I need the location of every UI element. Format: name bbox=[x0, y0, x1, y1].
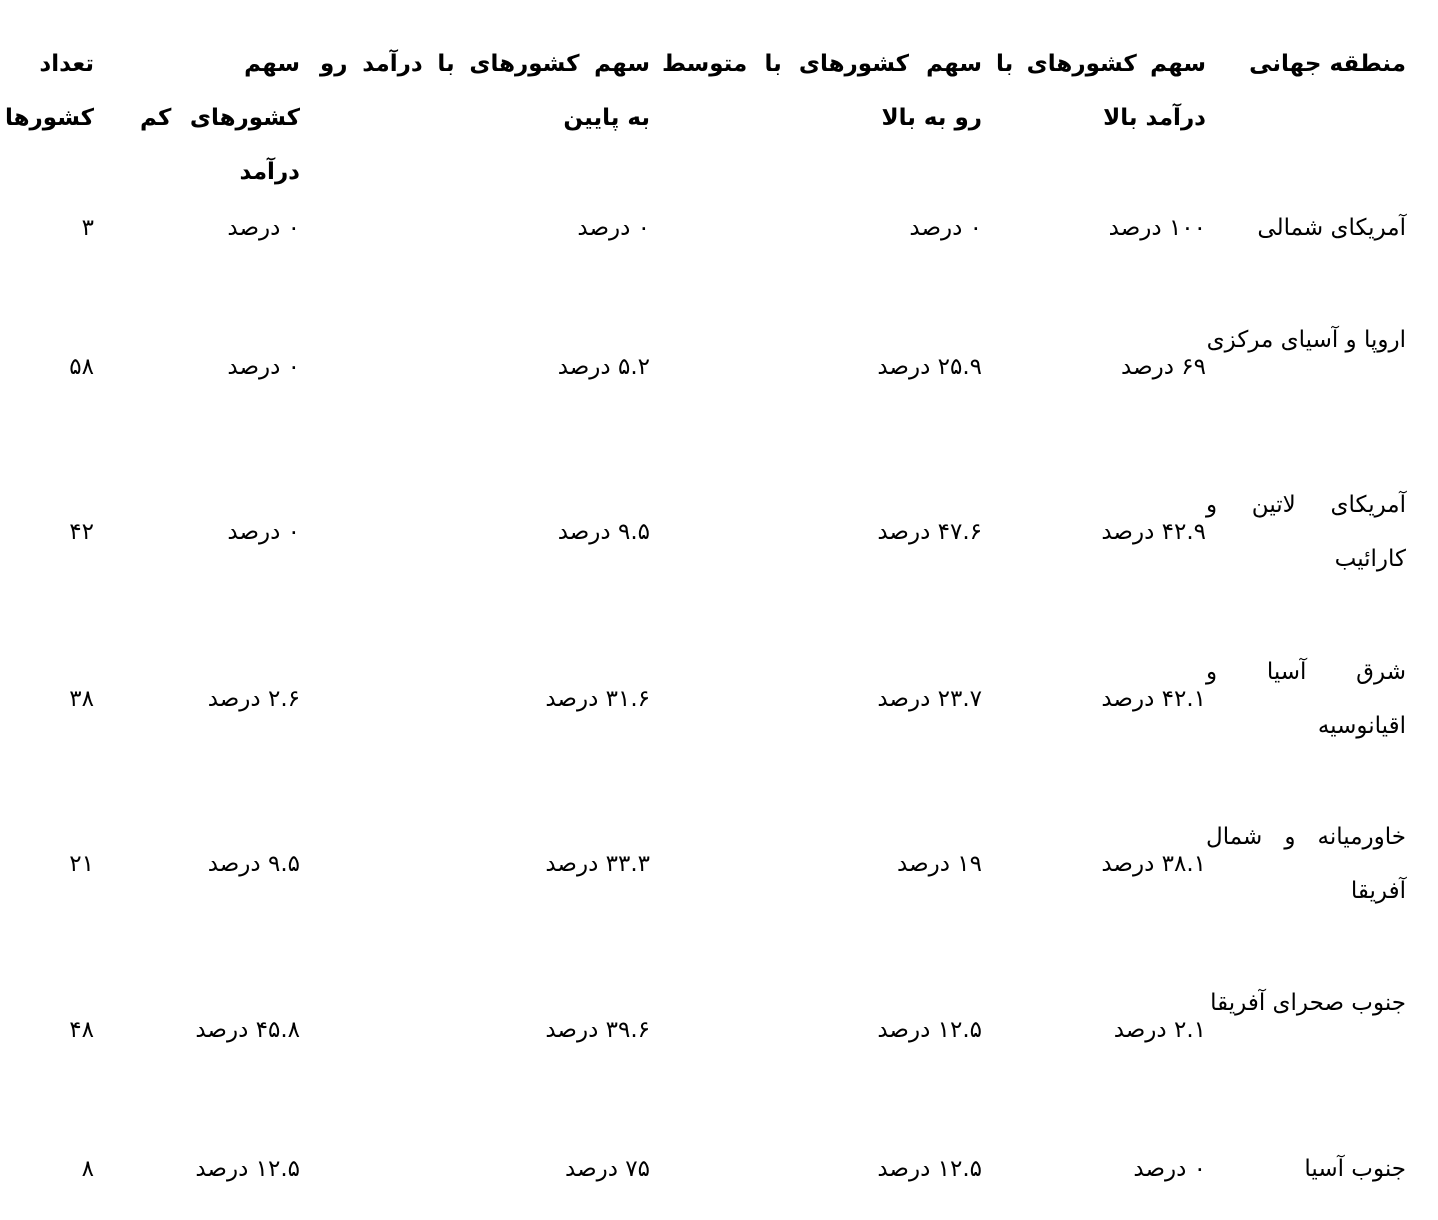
header-country-count: تعداد کشورها bbox=[4, 51, 94, 131]
low-income-cell: ۴۵.۸ درصد bbox=[195, 1017, 300, 1043]
high-income-cell: ۳۸.۱ درصد bbox=[1101, 851, 1206, 877]
lower-middle-income-cell: ۰ درصد bbox=[577, 215, 650, 241]
region-cell: شرق آسیا و اقیانوسیه bbox=[1206, 659, 1406, 739]
region-cell: جنوب صحرای آفریقا bbox=[1210, 990, 1406, 1016]
header-low-income: سهم کشورهای کم درآمد bbox=[140, 51, 300, 185]
header-high-income: سهم کشورهای با درآمد بالا bbox=[996, 51, 1206, 131]
high-income-cell: ۴۲.۱ درصد bbox=[1101, 686, 1206, 712]
low-income-cell: ۲.۶ درصد bbox=[207, 686, 300, 712]
country-count-cell: ۴۲ bbox=[69, 519, 94, 545]
lower-middle-income-cell: ۷۵ درصد bbox=[565, 1156, 650, 1182]
high-income-cell: ۲.۱ درصد bbox=[1113, 1017, 1206, 1043]
high-income-cell: ۱۰۰ درصد bbox=[1108, 215, 1206, 241]
region-cell: آمریکای لاتین و کارائیب bbox=[1206, 492, 1406, 572]
low-income-cell: ۱۲.۵ درصد bbox=[195, 1156, 300, 1182]
high-income-cell: ۶۹ درصد bbox=[1121, 354, 1206, 380]
lower-middle-income-cell: ۳۱.۶ درصد bbox=[545, 686, 650, 712]
lower-middle-income-cell: ۹.۵ درصد bbox=[557, 519, 650, 545]
lower-middle-income-cell: ۳۹.۶ درصد bbox=[545, 1017, 650, 1043]
low-income-cell: ۰ درصد bbox=[227, 519, 300, 545]
low-income-cell: ۰ درصد bbox=[227, 354, 300, 380]
upper-middle-income-cell: ۴۷.۶ درصد bbox=[877, 519, 982, 545]
high-income-cell: ۰ درصد bbox=[1133, 1156, 1206, 1182]
country-count-cell: ۳ bbox=[81, 215, 94, 241]
upper-middle-income-cell: ۲۳.۷ درصد bbox=[877, 686, 982, 712]
header-upper-middle-income: سهم کشورهای با متوسط رو به بالا bbox=[662, 51, 982, 131]
upper-middle-income-cell: ۰ درصد bbox=[909, 215, 982, 241]
country-count-cell: ۴۸ bbox=[69, 1017, 94, 1043]
region-cell: خاورمیانه و شمال آفریقا bbox=[1206, 824, 1406, 904]
upper-middle-income-cell: ۱۲.۵ درصد bbox=[877, 1017, 982, 1043]
lower-middle-income-cell: ۵.۲ درصد bbox=[557, 354, 650, 380]
lower-middle-income-cell: ۳۳.۳ درصد bbox=[545, 851, 650, 877]
region-cell: اروپا و آسیای مرکزی bbox=[1206, 327, 1406, 353]
country-count-cell: ۲۱ bbox=[69, 851, 94, 877]
country-count-cell: ۸ bbox=[81, 1156, 94, 1182]
header-region: منطقه جهانی bbox=[1249, 51, 1406, 77]
low-income-cell: ۹.۵ درصد bbox=[207, 851, 300, 877]
upper-middle-income-cell: ۱۹ درصد bbox=[897, 851, 982, 877]
country-count-cell: ۵۸ bbox=[69, 354, 94, 380]
region-cell: آمریکای شمالی bbox=[1257, 215, 1406, 241]
region-cell: جنوب آسیا bbox=[1304, 1156, 1406, 1182]
country-count-cell: ۳۸ bbox=[69, 686, 94, 712]
upper-middle-income-cell: ۱۲.۵ درصد bbox=[877, 1156, 982, 1182]
upper-middle-income-cell: ۲۵.۹ درصد bbox=[877, 354, 982, 380]
low-income-cell: ۰ درصد bbox=[227, 215, 300, 241]
header-lower-middle-income: سهم کشورهای با درآمد رو به پایین bbox=[320, 51, 650, 131]
high-income-cell: ۴۲.۹ درصد bbox=[1101, 519, 1206, 545]
